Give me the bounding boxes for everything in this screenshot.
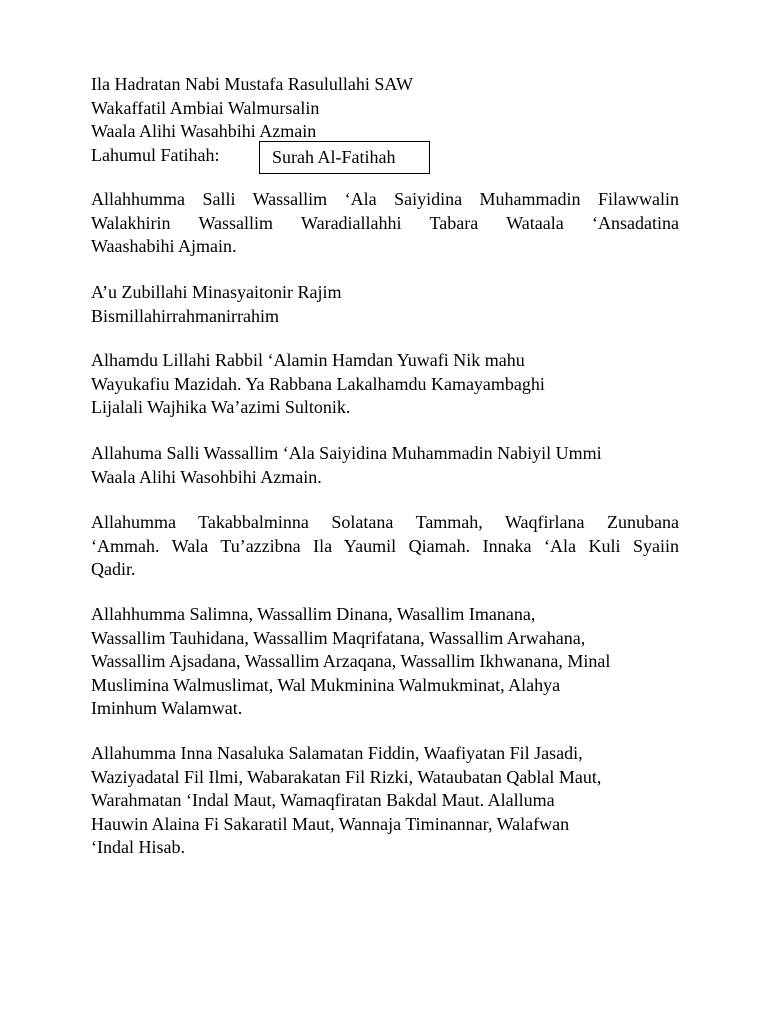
text-line: ‘Indal Hisab. [91,837,185,857]
paragraph-takabbal [91,511,679,582]
intro-line: Ila Hadratan Nabi Mustafa Rasulullahi SAW [91,74,413,94]
text-line: Wassallim Tauhidana, Wassallim Maqrifatana, Wassallim Arwahana, [91,627,586,648]
text-line: Warahmatan ‘Indal Maut, Wamaqfiratan Bakdal Maut. Alalluma [91,790,555,810]
paragraph-taawwuz [91,281,679,328]
lahumul-label: Lahumul Fatihah: [91,144,220,165]
text-line: Allahhumma Salimna, Wassallim Dinana, Wasallim Imanana, [91,604,536,624]
text-line: Wassallim Ajsadana, Wassallim Arzaqana, Wassallim Ikhwanana, Minal [91,651,611,671]
text-line: Allahumma Takabbalminna Solatana Tammah, Waqfirlana Zunubana [91,512,679,532]
text-line: Allahumma Inna Nasaluka Salamatan Fiddin, Waafiyatan Fil Jasadi, [91,743,583,763]
text-line: A’u Zubillahi Minasyaitonir Rajim [91,282,342,302]
text-line: Waashabihi Ajmain. [91,236,237,256]
text-line: Lijalali Wajhika Wa’azimi Sultonik. [91,397,351,417]
text-line: Iminhum Walamwat. [91,698,243,718]
text-line: ‘Ammah. Wala Tu’azzibna Ila Yaumil Qiamah. Innaka ‘Ala Kuli Syaiin [91,535,679,556]
text-line: Muslimina Walmuslimat, Wal Mukminina Walmukminat, Alahya [91,674,561,695]
text-line: Hauwin Alaina Fi Sakaratil Maut, Wannaja Timinannar, Walafwan [91,813,570,834]
text-line: Wayukafiu Mazidah. Ya Rabbana Lakalhamdu Kamayambaghi [91,373,545,394]
intro-line: Wakaffatil Ambiai Walmursalin [91,97,320,118]
intro-line: Waala Alihi Wasahbihi Azmain [91,121,317,141]
paragraph-salawat-1 [91,188,679,259]
paragraph-hamdalah [91,349,679,420]
paragraph-salimna [91,603,679,721]
paragraph-salamatan [91,742,679,860]
surah-box: Surah Al-Fatihah [259,141,430,174]
text-line: Bismillahirrahmanirrahim [91,305,279,326]
text-line: Walakhirin Wassallim Waradiallahhi Tabara Wataala ‘Ansadatina [91,212,679,233]
text-line: Alhamdu Lillahi Rabbil ‘Alamin Hamdan Yuwafi Nik mahu [91,350,525,370]
text-line: Waziyadatal Fil Ilmi, Wabarakatan Fil Rizki, Wataubatan Qablal Maut, [91,766,602,787]
text-line: Qadir. [91,559,136,579]
text-line: Allahhumma Salli Wassallim ‘Ala Saiyidina Muhammadin Filawwalin [91,189,679,209]
paragraph-salawat-2 [91,442,679,489]
text-line: Waala Alihi Wasohbihi Azmain. [91,466,322,487]
text-line: Allahuma Salli Wassallim ‘Ala Saiyidina Muhammadin Nabiyil Ummi [91,443,602,463]
